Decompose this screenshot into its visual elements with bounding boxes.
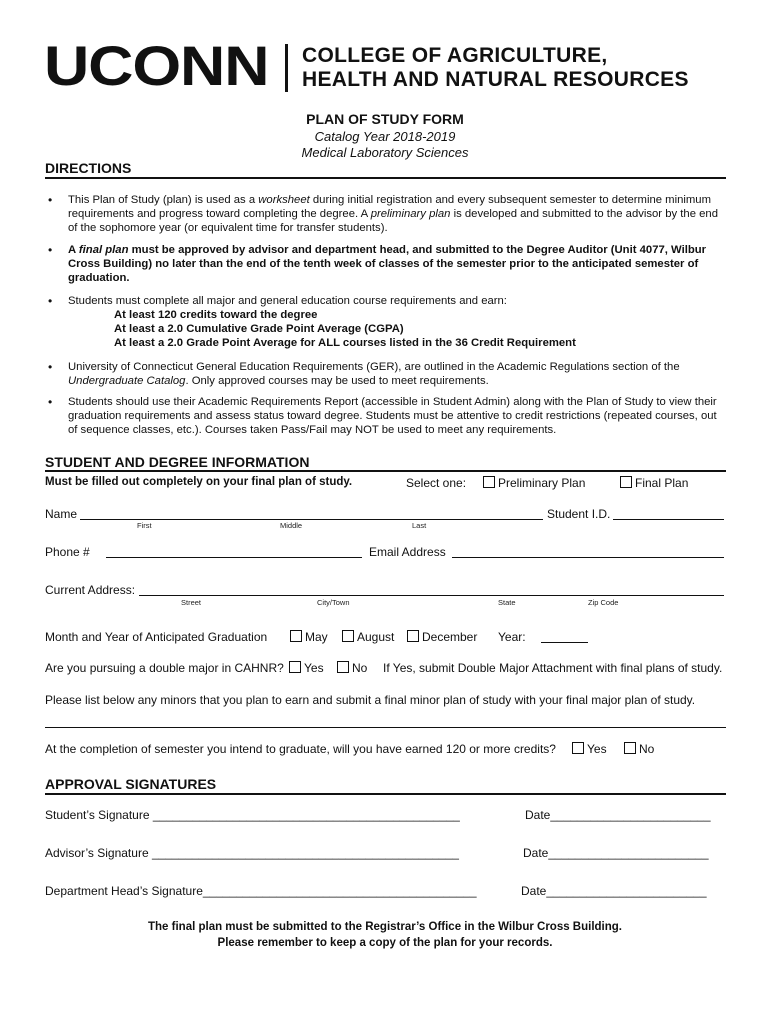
- bullet: •: [48, 294, 53, 308]
- preliminary-plan-checkbox[interactable]: [483, 476, 495, 488]
- student-info-heading: STUDENT AND DEGREE INFORMATION: [45, 454, 310, 470]
- year-label: Year:: [498, 630, 526, 644]
- catalog-year: Catalog Year 2018-2019: [314, 129, 456, 144]
- august-option[interactable]: August: [342, 630, 394, 644]
- footer-line-1: The final plan must be submitted to the Registrar’s Office in the Wilbur Cross Building.: [148, 921, 622, 933]
- credits-question: At the completion of semester you intend to graduate, will you have earned 120 or more credits?: [45, 742, 556, 756]
- final-plan-checkbox[interactable]: [620, 476, 632, 488]
- double-major-yes-option[interactable]: Yes: [289, 661, 324, 675]
- phone-label: Phone #: [45, 545, 90, 559]
- year-field[interactable]: [541, 642, 588, 643]
- double-major-no-checkbox[interactable]: [337, 661, 349, 673]
- directions-heading: DIRECTIONS: [45, 160, 132, 176]
- bullet: •: [48, 243, 53, 257]
- select-one-label: Select one:: [406, 476, 467, 490]
- student-signature-line[interactable]: Student’s Signature ______________________________________________: [45, 808, 460, 822]
- may-option[interactable]: May: [290, 630, 328, 644]
- student-info-rule: [45, 470, 726, 472]
- approval-heading: APPROVAL SIGNATURES: [45, 776, 217, 792]
- approval-rule: [45, 793, 726, 795]
- department-head-signature-line[interactable]: Department Head’s Signature_________________________________________: [45, 884, 477, 898]
- august-checkbox[interactable]: [342, 630, 354, 642]
- email-label: Email Address: [369, 545, 446, 559]
- uconn-logo: UCONN: [44, 34, 269, 97]
- direction-item-1: This Plan of Study (plan) is used as a worksheet during initial registration and every subsequent semester to determine minimum requirements and progress toward completing the degree. A preliminary plan is developed and submitted to the advisor by the end of the sophomore year (or equivalent time for transfer students).: [68, 194, 718, 234]
- december-checkbox[interactable]: [407, 630, 419, 642]
- double-major-note: If Yes, submit Double Major Attachment with final plans of study.: [383, 661, 723, 675]
- requirement-cgpa: At least a 2.0 Cumulative Grade Point Average (CGPA): [114, 323, 404, 335]
- advisor-signature-line[interactable]: Advisor’s Signature ______________________________________________: [45, 846, 459, 860]
- program-name: Medical Laboratory Sciences: [301, 145, 469, 160]
- direction-item-2: A final plan must be approved by advisor and department head, and submitted to the Degree Auditor (Unit 4077, Wilbur Cross Building) no later than the end of the tenth week of classes of the semester prior to the anticipated semester of graduation.: [68, 244, 707, 284]
- minors-instruction: Please list below any minors that you plan to earn and submit a final minor plan of study with your final major plan of study.: [45, 693, 696, 707]
- direction-item-5: Students should use their Academic Requirements Report (accessible in Student Admin) along with the Plan of Study to view their graduation requirements and assess status toward degree. Students must be attentive to credit restrictions (repeated courses, out of sequence classes, etc.). Courses taken Pass/Fail may NOT be used to meet any requirements.: [68, 396, 717, 436]
- credits-yes-option[interactable]: Yes: [572, 742, 607, 756]
- must-fill-note: Must be filled out completely on your final plan of study.: [45, 476, 353, 488]
- last-name-hint: Last: [412, 521, 427, 530]
- directions-rule: [45, 177, 726, 179]
- email-field[interactable]: [452, 557, 724, 558]
- student-date-line[interactable]: Date________________________: [525, 808, 711, 822]
- form-title: PLAN OF STUDY FORM: [306, 111, 464, 127]
- footer-line-2: Please remember to keep a copy of the plan for your records.: [217, 937, 553, 949]
- final-plan-option[interactable]: Final Plan: [620, 476, 688, 490]
- may-checkbox[interactable]: [290, 630, 302, 642]
- name-field[interactable]: [80, 519, 543, 520]
- name-label: Name: [45, 507, 78, 521]
- graduation-label: Month and Year of Anticipated Graduation: [45, 630, 268, 644]
- college-name-line-1: COLLEGE OF AGRICULTURE,: [302, 44, 608, 67]
- advisor-date-line[interactable]: Date________________________: [523, 846, 709, 860]
- department-head-date-line[interactable]: Date________________________: [521, 884, 707, 898]
- december-option[interactable]: December: [407, 630, 477, 644]
- state-hint: State: [498, 598, 516, 607]
- address-field[interactable]: [139, 595, 724, 596]
- bullet: •: [48, 395, 53, 409]
- middle-name-hint: Middle: [280, 521, 303, 530]
- double-major-yes-checkbox[interactable]: [289, 661, 301, 673]
- first-name-hint: First: [137, 521, 152, 530]
- address-label: Current Address:: [45, 583, 136, 597]
- phone-field[interactable]: [106, 557, 362, 558]
- college-name-line-2: HEALTH AND NATURAL RESOURCES: [302, 68, 689, 91]
- preliminary-plan-option[interactable]: Preliminary Plan: [483, 476, 585, 490]
- bullet: •: [48, 360, 53, 374]
- direction-item-4: University of Connecticut General Education Requirements (GER), are outlined in the Academic Regulations section of the Undergraduate Catalog. Only approved courses may be used to meet requirements.: [68, 361, 680, 387]
- bullet: •: [48, 193, 53, 207]
- requirement-credits: At least 120 credits toward the degree: [114, 309, 318, 321]
- student-id-label: Student I.D.: [547, 507, 611, 521]
- double-major-no-option[interactable]: No: [337, 661, 367, 675]
- credits-no-checkbox[interactable]: [624, 742, 636, 754]
- street-hint: Street: [181, 598, 202, 607]
- student-id-field[interactable]: [613, 519, 724, 520]
- direction-item-3: Students must complete all major and general education course requirements and earn: At least 120 credits toward the degree At least a 2.0 Cumulative Grade Point Average (CGPA) At least a 2.0 Grade Point Average for ALL courses listed in the 36 Credit Requirement: [68, 294, 718, 350]
- requirement-36-credit-gpa: At least a 2.0 Grade Point Average for ALL courses listed in the 36 Credit Requirement: [114, 337, 576, 349]
- double-major-question: Are you pursuing a double major in CAHNR?: [45, 661, 284, 675]
- logo-divider: [285, 44, 288, 92]
- credits-yes-checkbox[interactable]: [572, 742, 584, 754]
- minors-field[interactable]: [45, 727, 726, 728]
- credits-no-option[interactable]: No: [624, 742, 654, 756]
- city-hint: City/Town: [317, 598, 350, 607]
- zip-hint: Zip Code: [588, 598, 619, 607]
